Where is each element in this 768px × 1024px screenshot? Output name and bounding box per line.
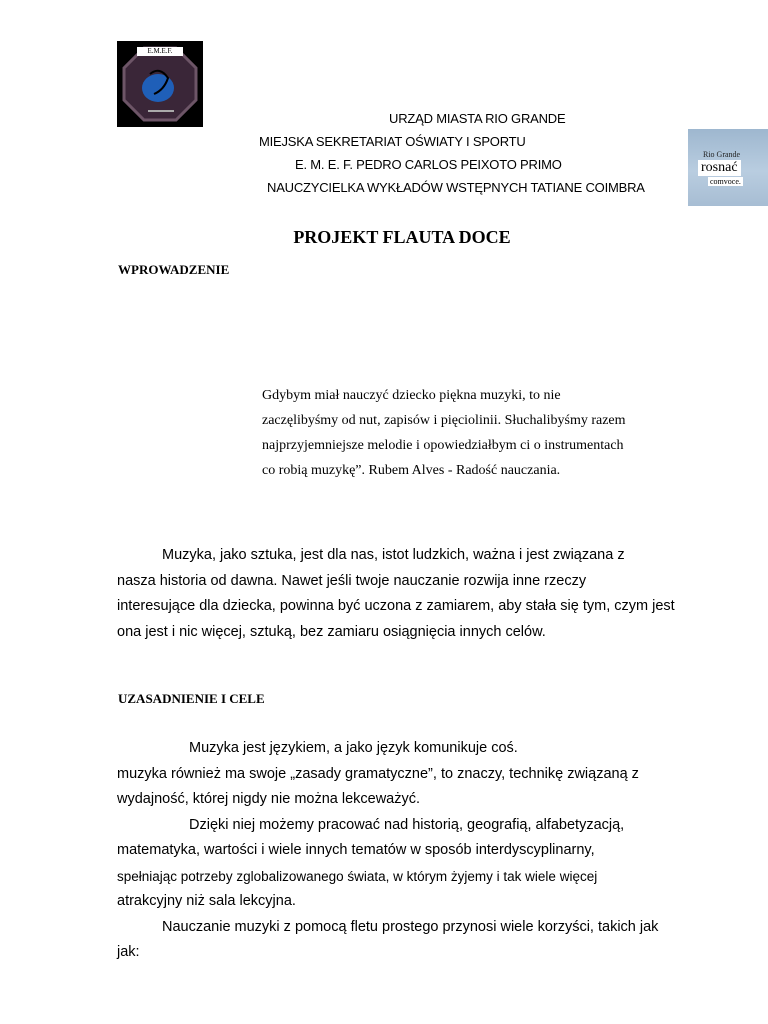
quote-line: Gdybym miał nauczyć dziecko piękna muzyki, to nie <box>262 388 561 403</box>
paragraph-line: interesujące dla dziecka, powinna być uczona z zamiarem, aby stała się tym, czym jest <box>117 598 675 614</box>
quote-line: zaczęlibyśmy od nut, zapisów i pięciolinii. Słuchalibyśmy razem <box>262 413 626 428</box>
paragraph-line: wydajność, której nigdy nie można lekceważyć. <box>117 791 421 807</box>
justification-heading: UZASADNIENIE I CELE <box>118 691 265 706</box>
paragraph-line: nasza historia od dawna. Nawet jeśli twoje nauczanie rozwija inne rzeczy <box>117 572 587 589</box>
header-line-3: E. M. E. F. PEDRO CARLOS PEIXOTO PRIMO <box>295 157 562 172</box>
header-line-1: URZĄD MIASTA RIO GRANDE <box>389 111 566 126</box>
school-logo <box>117 41 203 127</box>
paragraph-line: spełniając potrzeby zglobalizowanego świata, w którym żyjemy i tak wiele więcej <box>117 868 598 884</box>
paragraph-line: Nauczanie muzyki z pomocą fletu prostego przynosi wiele korzyści, takich jak <box>162 918 659 935</box>
document-title: PROJEKT FLAUTA DOCE <box>293 227 511 247</box>
header-line-4: NAUCZYCIELKA WYKŁADÓW WSTĘPNYCH TATIANE COIMBRA <box>267 180 645 195</box>
logo-text: E.M.E.F. <box>137 47 183 56</box>
paragraph-line: muzyka również ma swoje „zasady gramatyczne”, to znaczy, technikę związaną z <box>117 765 639 782</box>
paragraph-line: Muzyka jest językiem, a jako język komunikuje coś. <box>189 740 518 756</box>
justification-paragraph <box>117 736 715 966</box>
city-logo-line3: comvoce. <box>710 177 741 186</box>
octagon-emblem-icon <box>120 44 200 124</box>
paragraph-line: Dzięki niej możemy pracować nad historią, geografią, alfabetyzacją, <box>189 816 625 833</box>
paragraph-line: ona jest i nic więcej, sztuką, bez zamiaru osiągnięcia innych celów. <box>117 623 546 640</box>
paragraph-line: matematyka, wartości i wiele innych tematów w sposób interdyscyplinarny, <box>117 842 595 858</box>
paragraph-line: Muzyka, jako sztuka, jest dla nas, istot ludzkich, ważna i jest związana z <box>162 547 625 563</box>
city-logo-line1: Rio Grande <box>703 150 741 159</box>
intro-heading: WPROWADZENIE <box>118 262 230 277</box>
paragraph-line: jak: <box>117 944 140 960</box>
city-logo-line2: rosnać <box>698 160 741 176</box>
quote-line: najprzyjemniejsze melodie i opowiedziałbym ci o instrumentach <box>262 438 624 453</box>
paragraph-line: atrakcyjny niż sala lekcyjna. <box>117 893 296 909</box>
intro-paragraph <box>117 543 715 645</box>
quote-line: co robią muzykę”. Rubem Alves - Radość nauczania. <box>262 463 561 478</box>
city-logo <box>688 129 768 206</box>
header-line-2: MIEJSKA SEKRETARIAT OŚWIATY I SPORTU <box>259 134 526 149</box>
epigraph-quote <box>262 383 667 483</box>
